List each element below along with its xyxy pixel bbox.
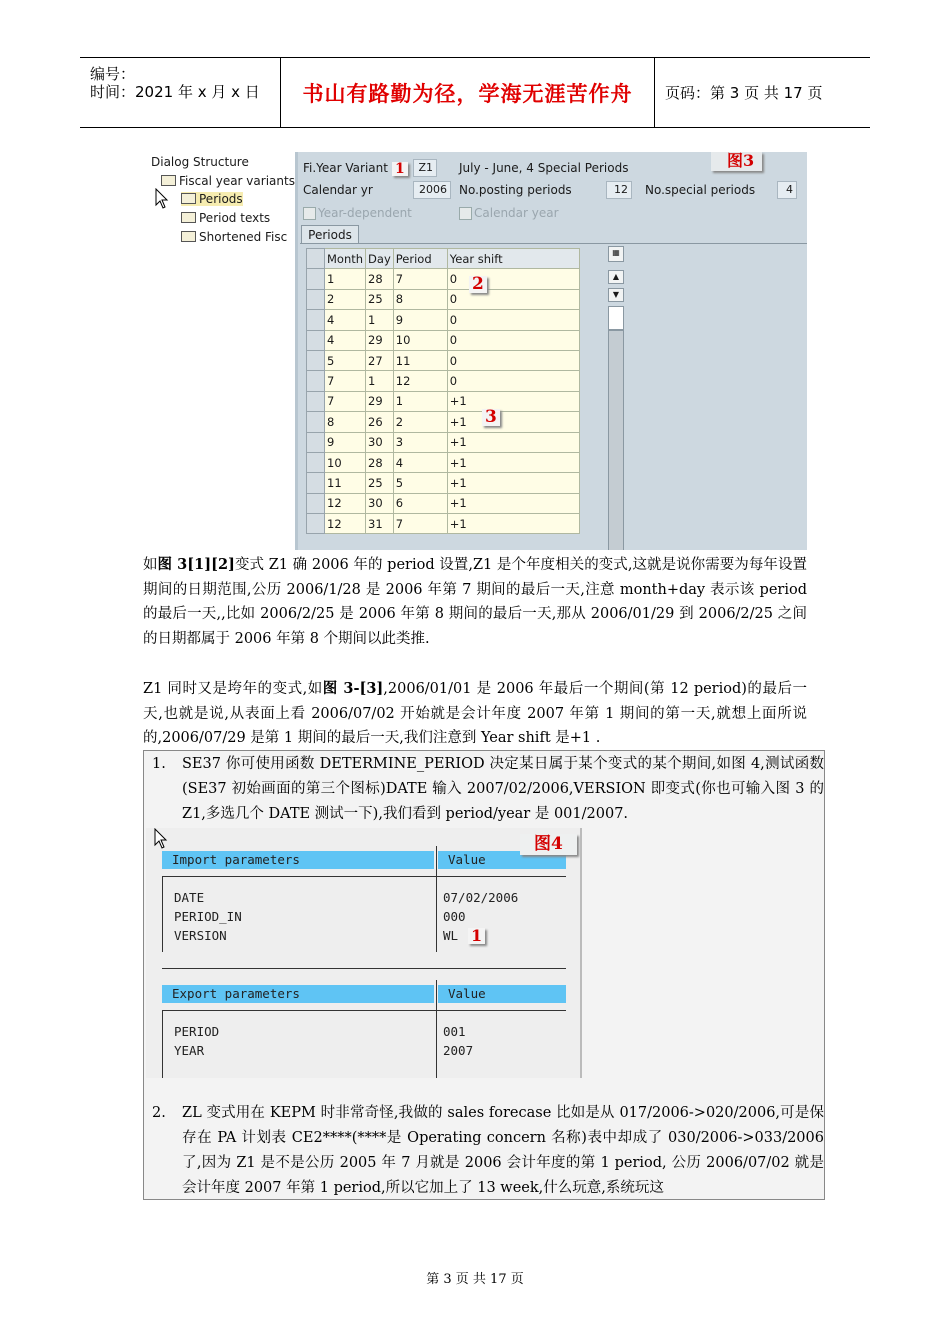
import-value-header: Value — [438, 851, 566, 869]
cell-month[interactable]: 7 — [325, 371, 366, 391]
divider — [162, 1010, 163, 1078]
list-text: ZL 变式用在 KEPM 时非常奇怪,我做的 sales forecase 比如是从 017/2006->020/2006,可是保存在 PA 计划表 CE2****(****是 Operating concern 名称)表中却成了 030/2006->033/2006 了,因为 Z1 是不是公历 2005 年 7 月就是 2006 会计年度的第 1 period, 公历 2006/07/02 就是会计年度 2007 年第 1 period,所以它加上了 13 week,什么玩意,系统玩这 — [182, 1105, 824, 1196]
page-header — [80, 57, 870, 128]
cell-month[interactable]: 7 — [325, 391, 366, 411]
year-dependent-checkbox[interactable] — [303, 207, 316, 220]
list-text: SE37 你可使用函数 DETERMINE_PERIOD 决定某日属于某个变式的某个期间,如图 4,测试函数(SE37 初始画面的第三个图标)DATE 输入 2007/02/2006,VERSION 即变式(你也可输入图 3 的 Z1,多选几个 DATE 测试一下),我们看到 period/year 是 001/2007. — [182, 756, 824, 822]
table-row — [307, 350, 580, 370]
row-selector[interactable] — [307, 493, 325, 513]
tree-root: Dialog Structure — [151, 155, 249, 169]
fy-variant-label: Fi.Year Variant — [303, 161, 388, 175]
cell-day[interactable]: 30 — [366, 432, 394, 452]
row-selector-header[interactable] — [307, 249, 325, 269]
fy-variant-description: July - June, 4 Special Periods — [459, 161, 629, 175]
page-footer: 第 3 页 共 17 页 — [426, 1272, 524, 1287]
row-selector[interactable] — [307, 391, 325, 411]
cell-period[interactable]: 6 — [393, 493, 447, 513]
cell-month[interactable]: 2 — [325, 289, 366, 309]
column-header-year-shift[interactable]: Year shift — [447, 249, 579, 269]
figure-4-screenshot — [146, 828, 582, 1078]
table-row — [307, 493, 580, 513]
table-header-row — [307, 249, 580, 269]
cell-month[interactable]: 8 — [325, 412, 366, 432]
table-row — [307, 432, 580, 452]
cell-period[interactable]: 9 — [393, 310, 447, 330]
cell-month[interactable]: 4 — [325, 310, 366, 330]
header-motto: 书山有路勤为径，学海无涯苦作舟 — [302, 81, 633, 106]
param-name-version: VERSION — [174, 928, 227, 943]
cell-year-shift[interactable]: +1 — [447, 473, 579, 493]
folder-open-icon — [181, 193, 196, 204]
cell-period[interactable]: 10 — [393, 330, 447, 350]
cell-year-shift[interactable]: +1 — [447, 493, 579, 513]
marker-3: 3 — [482, 409, 500, 426]
tree-item-shortened-fisc[interactable]: Shortened Fisc — [181, 230, 287, 244]
cell-month[interactable]: 10 — [325, 452, 366, 472]
param-name-year: YEAR — [174, 1043, 205, 1058]
scroll-track[interactable] — [608, 330, 624, 550]
cell-year-shift[interactable]: 0 — [447, 330, 579, 350]
cell-period[interactable]: 5 — [393, 473, 447, 493]
tree-item-fiscal-year-variants[interactable]: Fiscal year variants — [161, 174, 295, 188]
tab-periods[interactable]: Periods — [301, 225, 359, 244]
cell-day[interactable]: 29 — [366, 391, 394, 411]
table-row — [307, 330, 580, 350]
figure-3-label: 图3 — [711, 152, 762, 171]
cell-period[interactable]: 8 — [393, 289, 447, 309]
header-page-info: 页码：第 3 页 共 17 页 — [665, 84, 823, 102]
scroll-up-icon[interactable]: ▲ — [608, 270, 624, 284]
column-header-month[interactable]: Month — [325, 249, 366, 269]
header-meta — [80, 58, 281, 127]
cell-day[interactable]: 29 — [366, 330, 394, 350]
paragraph-1: 如图 3[1][2]变式 Z1 确 2006 年的 period 设置,Z1 是个年度相关的变式,这就是说你需要为每年设置期间的日期范围,公历 2006/1/28 是 2006 年第 7 期间的最后一天,注意 month+day 表示该 period 的最后一天,,比如 2006/2/25 是 2006 年第 8 期间的最后一天,那从 2006/01/29 到 2006/2/25 之间的日期都属于 2006 年第 8 个期间以此类推. — [143, 556, 807, 647]
column-header-day[interactable]: Day — [366, 249, 394, 269]
cell-year-shift[interactable]: +1 — [447, 432, 579, 452]
param-value-version[interactable]: WL — [443, 928, 459, 943]
year-dependent-label: Year-dependent — [318, 206, 412, 220]
list-number: 1. — [152, 756, 166, 772]
table-row — [307, 391, 580, 411]
cell-period[interactable]: 7 — [393, 514, 447, 534]
cell-month[interactable]: 4 — [325, 330, 366, 350]
marker-2: 2 — [469, 276, 487, 293]
divider — [162, 876, 566, 877]
document-date: 时间：2021 年 x 月 x 日 — [90, 83, 260, 101]
row-selector[interactable] — [307, 350, 325, 370]
table-settings-icon[interactable]: ▦ — [608, 246, 624, 262]
cell-year-shift[interactable]: 0 — [447, 289, 579, 309]
cell-day[interactable]: 28 — [366, 452, 394, 472]
scroll-thumb[interactable] — [608, 306, 624, 330]
divider — [162, 968, 566, 969]
param-value-date[interactable]: 07/02/2006 — [443, 890, 519, 905]
cell-day[interactable]: 1 — [366, 310, 394, 330]
posting-periods-field[interactable]: 12 — [606, 181, 632, 199]
periods-table — [306, 248, 580, 534]
tree-item-periods[interactable]: Periods — [181, 192, 243, 206]
table-row — [307, 452, 580, 472]
cell-day[interactable]: 26 — [366, 412, 394, 432]
cell-day[interactable]: 27 — [366, 350, 394, 370]
folder-icon — [181, 231, 196, 242]
cell-day[interactable]: 25 — [366, 289, 394, 309]
export-value-header: Value — [438, 985, 566, 1003]
marker-1: 1 — [468, 928, 485, 944]
table-row — [307, 371, 580, 391]
periods-table-body — [307, 269, 580, 534]
table-row — [307, 310, 580, 330]
scroll-down-icon[interactable]: ▼ — [608, 288, 624, 302]
cell-year-shift[interactable]: 0 — [447, 269, 579, 289]
param-value-period: 001 — [443, 1024, 466, 1039]
cell-day[interactable]: 31 — [366, 514, 394, 534]
divider — [436, 980, 437, 1078]
cell-month[interactable]: 12 — [325, 493, 366, 513]
paragraph-2: Z1 同时又是垮年的变式,如图 3-[3],2006/01/01 是 2006 年最后一个期间(第 12 period)的最后一天,也就是说,从表面上看 2006/07/02 开始就是会计年度 2007 年第 1 期间的第一天,就想上面所说的,2006/07/29 是第 1 期间的最后一天,我们注意到 Year shift 是+1 . — [143, 680, 807, 746]
cell-year-shift[interactable]: 0 — [447, 350, 579, 370]
list-number: 2. — [152, 1105, 166, 1121]
cell-period[interactable]: 11 — [393, 350, 447, 370]
fy-variant-field[interactable]: Z1 — [413, 159, 437, 177]
cell-year-shift[interactable]: +1 — [447, 412, 579, 432]
special-periods-label: No.special periods — [645, 183, 756, 197]
cell-month[interactable]: 5 — [325, 350, 366, 370]
cell-period[interactable]: 2 — [393, 412, 447, 432]
table-row — [307, 514, 580, 534]
param-value-year: 2007 — [443, 1043, 474, 1058]
cell-period[interactable]: 4 — [393, 452, 447, 472]
calendar-year-label: Calendar year — [474, 206, 559, 220]
cell-day[interactable]: 1 — [366, 371, 394, 391]
param-name-date: DATE — [174, 890, 205, 905]
param-name-period: PERIOD — [174, 1024, 220, 1039]
row-selector[interactable] — [307, 269, 325, 289]
column-header-period[interactable]: Period — [393, 249, 447, 269]
calendar-yr-label: Calendar yr — [303, 183, 373, 197]
marker-1: 1 — [392, 162, 408, 176]
param-name-period-in: PERIOD_IN — [174, 909, 242, 924]
row-selector[interactable] — [307, 452, 325, 472]
header-motto-cell — [281, 58, 655, 127]
folder-icon — [181, 212, 196, 223]
figure-3-screenshot — [145, 152, 807, 550]
cell-day[interactable]: 25 — [366, 473, 394, 493]
table-row — [307, 269, 580, 289]
cell-period[interactable]: 7 — [393, 269, 447, 289]
mouse-cursor-icon — [154, 828, 168, 850]
posting-periods-label: No.posting periods — [459, 183, 572, 197]
table-row — [307, 473, 580, 493]
param-value-period-in[interactable]: 000 — [443, 909, 466, 924]
cell-year-shift[interactable]: 0 — [447, 371, 579, 391]
cell-month[interactable]: 9 — [325, 432, 366, 452]
row-selector[interactable] — [307, 412, 325, 432]
row-selector[interactable] — [307, 514, 325, 534]
import-parameters-header: Import parameters — [162, 851, 434, 869]
table-row — [307, 289, 580, 309]
row-selector[interactable] — [307, 330, 325, 350]
row-selector[interactable] — [307, 310, 325, 330]
cell-year-shift[interactable]: +1 — [447, 452, 579, 472]
calendar-year-checkbox[interactable] — [459, 207, 472, 220]
mouse-cursor-icon — [155, 188, 169, 210]
export-parameters-header: Export parameters — [162, 985, 434, 1003]
cell-month[interactable]: 11 — [325, 473, 366, 493]
cell-period[interactable]: 3 — [393, 432, 447, 452]
row-selector[interactable] — [307, 473, 325, 493]
row-selector[interactable] — [307, 432, 325, 452]
cell-day[interactable]: 28 — [366, 269, 394, 289]
table-scrollbar[interactable] — [608, 248, 624, 550]
cell-month[interactable]: 1 — [325, 269, 366, 289]
cell-year-shift[interactable]: +1 — [447, 391, 579, 411]
cell-day[interactable]: 30 — [366, 493, 394, 513]
table-row — [307, 412, 580, 432]
divider — [162, 876, 163, 952]
special-periods-field[interactable]: 4 — [777, 181, 797, 199]
cell-year-shift[interactable]: +1 — [447, 514, 579, 534]
row-selector[interactable] — [307, 371, 325, 391]
tree-item-period-texts[interactable]: Period texts — [181, 211, 270, 225]
cell-period[interactable]: 12 — [393, 371, 447, 391]
calendar-yr-field[interactable]: 2006 — [413, 181, 451, 199]
dialog-structure-tree — [145, 152, 298, 550]
divider — [162, 1010, 566, 1011]
cell-month[interactable]: 12 — [325, 514, 366, 534]
cell-year-shift[interactable]: 0 — [447, 310, 579, 330]
row-selector[interactable] — [307, 289, 325, 309]
figure-4-label: 图4 — [520, 834, 577, 855]
divider — [436, 846, 437, 952]
document-number-label: 编号： — [90, 65, 136, 83]
folder-icon — [161, 175, 176, 186]
cell-period[interactable]: 1 — [393, 391, 447, 411]
